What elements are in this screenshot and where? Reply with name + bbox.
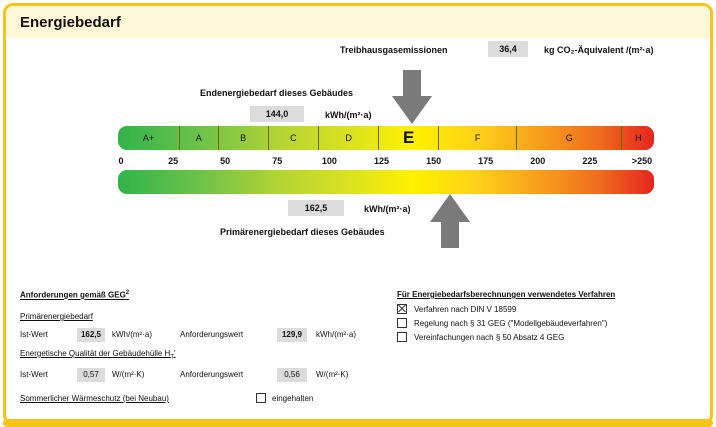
efficiency-scale xyxy=(118,126,654,150)
envelope-ist-unit: W/(m²·K) xyxy=(112,370,145,379)
primary-ist-value: 162,5 xyxy=(77,328,105,342)
scale-class-d: D xyxy=(318,126,378,150)
scale-class-b: B xyxy=(218,126,268,150)
energy-demand-panel xyxy=(3,3,713,425)
envelope-heading: Energetische Qualität der Gebäudehülle $H_T'$ xyxy=(20,349,176,361)
procedure-option-din-label: Verfahren nach DIN V 18599 xyxy=(414,305,517,314)
primary-anf-label: Anforderungswert xyxy=(180,330,244,339)
emissions-unit: kg CO₂-Äquivalent /(m²·a) xyxy=(544,45,654,55)
endenergie-unit: kWh/(m²·a) xyxy=(325,110,372,120)
procedure-option-model-checkbox[interactable] xyxy=(397,318,407,328)
bottom-border-strip xyxy=(3,419,713,427)
scale-class-c: C xyxy=(268,126,318,150)
panel-title: Energiebedarf xyxy=(20,14,121,31)
envelope-ist-label: Ist-Wert xyxy=(20,370,48,379)
summer-protection-checkbox[interactable] xyxy=(256,393,266,403)
scale-tick-label: 125 xyxy=(373,156,390,166)
primaerenergie-value: 162,5 xyxy=(288,200,344,216)
scale-tick-label: 175 xyxy=(478,156,494,166)
primaerenergie-label: Primärenergiebedarf dieses Gebäudes xyxy=(220,227,385,237)
summer-protection-label: Sommerlicher Wärmeschutz (bei Neubau) xyxy=(20,394,169,403)
primary-anf-unit: kWh/(m²·a) xyxy=(316,330,356,339)
procedure-option-simplified-checkbox[interactable] xyxy=(397,332,407,342)
procedure-heading: Für Energiebedarfsberechnungen verwendetes Verfahren xyxy=(397,290,616,299)
procedure-option-model-label: Regelung nach § 31 GEG ("Modellgebäudeverfahren") xyxy=(414,319,608,328)
scale-tick-label: 0 xyxy=(118,156,124,166)
scale-tick-label: 100 xyxy=(321,156,337,166)
scale-class-a: A xyxy=(179,126,217,150)
primary-requirement-heading: Primärenergiebedarf xyxy=(20,312,93,321)
endenergie-value: 144,0 xyxy=(250,106,304,122)
scale-class-f: F xyxy=(438,126,516,150)
scale-tick-label: 225 xyxy=(582,156,598,166)
scale-tick-label: >250 xyxy=(631,156,653,166)
endenergie-arrow-icon xyxy=(392,70,432,124)
endenergie-label: Endenergiebedarf dieses Gebäudes xyxy=(200,88,354,98)
envelope-anf-unit: W/(m²·K) xyxy=(316,370,349,379)
scale-tick-label: 75 xyxy=(272,156,283,166)
procedure-option-din-checkbox[interactable] xyxy=(397,304,407,314)
envelope-anf-label: Anforderungswert xyxy=(180,370,244,379)
primaerenergie-unit: kWh/(m²·a) xyxy=(364,204,411,214)
primary-ist-unit: kWh/(m²·a) xyxy=(112,330,152,339)
primary-energy-scale xyxy=(118,170,654,194)
primary-ist-label: Ist-Wert xyxy=(20,330,48,339)
scale-tick-label: 25 xyxy=(168,156,179,166)
summer-protection-checkbox-label: eingehalten xyxy=(272,394,314,403)
scale-tick-label: 200 xyxy=(530,156,546,166)
primaerenergie-arrow-icon xyxy=(430,194,470,248)
scale-class-e: E xyxy=(378,126,438,150)
emissions-label: Treibhausgasemissionen xyxy=(340,45,448,55)
scale-tick-label: 50 xyxy=(220,156,231,166)
envelope-ist-value: 0,57 xyxy=(77,368,105,382)
scale-class-a-plus: A+ xyxy=(142,133,155,143)
primary-anf-value: 129,9 xyxy=(277,328,307,342)
scale-class-g: G xyxy=(516,126,621,150)
scale-class-h: H xyxy=(621,126,654,150)
emissions-value: 36,4 xyxy=(488,41,528,57)
requirements-heading: Anforderungen gemäß GEG$^2$ xyxy=(20,290,130,300)
envelope-anf-value: 0,56 xyxy=(277,368,307,382)
procedure-option-simplified-label: Vereinfachungen nach § 50 Absatz 4 GEG xyxy=(414,333,565,342)
scale-tick-label: 150 xyxy=(426,156,442,166)
